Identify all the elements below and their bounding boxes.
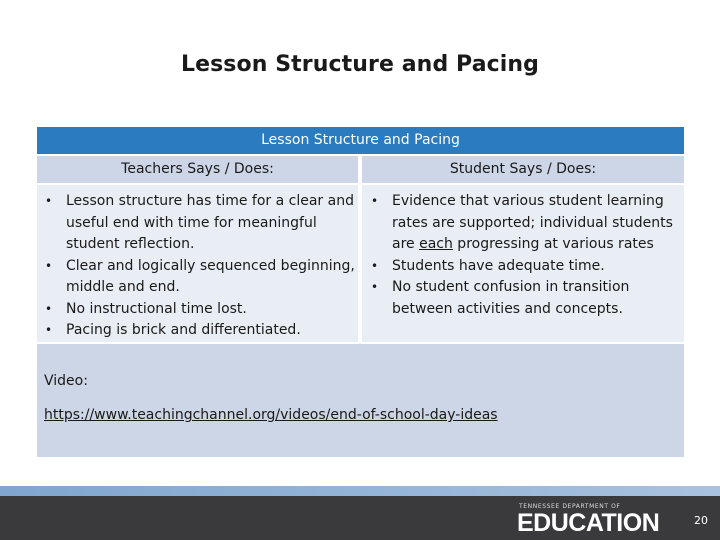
- bullet-icon: •: [371, 194, 379, 208]
- column-body-row: [37, 183, 684, 342]
- list-item: [362, 277, 684, 320]
- list-item: [362, 256, 684, 278]
- list-item: [362, 191, 684, 256]
- list-item: [37, 191, 358, 256]
- teachers-column-heading: Teachers Says / Does:: [37, 156, 358, 183]
- bullet-icon: •: [371, 280, 379, 294]
- video-label: Video:: [44, 373, 88, 389]
- video-section: [37, 344, 684, 457]
- slide-title: Lesson Structure and Pacing: [180, 52, 540, 77]
- teachers-column-body: [37, 185, 358, 342]
- students-column-heading: Student Says / Does:: [362, 156, 684, 183]
- list-item-text: Lesson structure has time for a clear and useful end with time for meaningful student reflection.: [66, 193, 354, 252]
- bullet-icon: •: [45, 194, 53, 208]
- bullet-icon: •: [45, 258, 53, 273]
- education-logo: EDUCATION: [517, 509, 660, 537]
- footer-accent-band: [0, 486, 720, 496]
- list-item-text: Pacing is brick and differentiated.: [66, 322, 301, 338]
- bullet-icon: •: [45, 323, 53, 337]
- column-heading-row: [37, 154, 684, 183]
- video-link[interactable]: https://www.teachingchannel.org/videos/end-of-school-day-ideas: [44, 407, 498, 423]
- lesson-table: [37, 127, 684, 457]
- list-item-text-part: Evidence that various student learning rates are supported; individual students are: [392, 193, 673, 252]
- list-item-text: No instructional time lost.: [66, 300, 247, 317]
- list-item: [37, 320, 358, 342]
- page-number: 20: [694, 514, 708, 527]
- students-column-body: [362, 185, 684, 342]
- list-item: [37, 299, 358, 321]
- bullet-icon: •: [371, 258, 379, 273]
- teachers-list: [37, 191, 358, 342]
- list-item-text: Clear and logically sequenced beginning, middle and end.: [66, 257, 355, 295]
- list-item-text: No student confusion in transition between activities and concepts.: [392, 279, 630, 317]
- students-list: [362, 191, 684, 320]
- list-item-text: Students have adequate time.: [392, 257, 605, 274]
- logo-subtitle: TENNESSEE DEPARTMENT OF: [519, 503, 621, 510]
- bullet-icon: •: [45, 301, 53, 316]
- list-item: [37, 256, 358, 299]
- list-item-text-part: progressing at various rates: [452, 236, 654, 252]
- table-header: Lesson Structure and Pacing: [37, 127, 684, 154]
- emphasis-text: each: [419, 236, 453, 252]
